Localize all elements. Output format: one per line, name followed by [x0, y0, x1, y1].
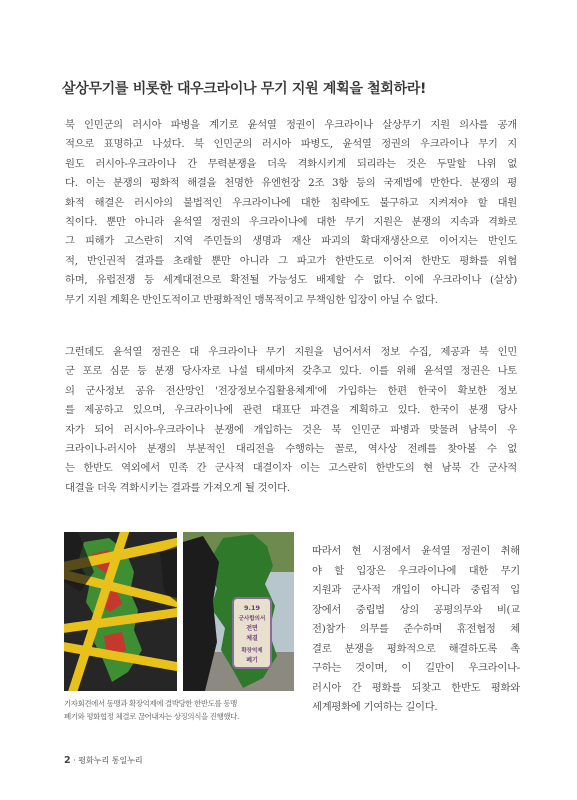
- photo-right-illustration: [183, 532, 294, 691]
- photo-korea-sign: [183, 532, 294, 691]
- paragraph-line: 무기 지원 계획은 반인도적이고 반평화적인 맹목적이고 무책임한 입장이 아닐 수 없다.: [65, 293, 438, 306]
- caption-line: 폐기와 평화협정 체결로 끊어내자는 상징의식을 진행했다.: [64, 712, 239, 721]
- paragraph-line: 크라이나-러시아 분쟁의 부분적인 대리전을 수행하는 꼴로, 역사상 전례를 찾아볼 수 없: [65, 443, 517, 456]
- paragraph-line: 다. 이는 분쟁의 평화적 해결을 천명한 유엔헌장 2조 3항 등의 국제법에 반한다. 분쟁의 평: [65, 177, 517, 190]
- publication-name: 평화누리 통일누리: [78, 756, 143, 765]
- caption-line: 기자회견에서 동맹과 확장억제에 결박당한 한반도를 동맹: [64, 699, 237, 708]
- paragraph-line: 결로 분쟁을 평화적으로 해결하도록 촉: [312, 642, 520, 655]
- sign-line: 체결: [246, 635, 258, 642]
- paragraph-line: 전)참가 의무를 준수하며 휴전협정 체: [312, 623, 520, 635]
- paragraph-line: 야 할 입장은 우크라이나에 대한 무기: [312, 564, 520, 577]
- sign-line: 전면: [246, 625, 258, 632]
- paragraph-2: [65, 343, 517, 498]
- photo-left-illustration: [64, 532, 177, 691]
- footer-separator: ·: [73, 756, 76, 765]
- page-number: 2: [64, 755, 71, 766]
- sign-line: 군사합의서: [238, 616, 266, 622]
- paragraph-line: 는 한반도 역외에서 민족 간 군사적 대결이자 이는 고스란히 한반도의 현 남북 간 군사적: [65, 462, 517, 475]
- paragraph-3: [312, 542, 520, 718]
- paragraph-line: 북 인민군의 러시아 파병을 계기로 윤석열 정권이 우크라이나 살상무기 지원 의사를 공개: [65, 119, 517, 131]
- paragraph-line: 따라서 현 시점에서 윤석열 정권이 취해: [312, 545, 520, 557]
- paragraph-line: 지원과 군사적 개입이 아니라 중립적 입: [312, 584, 520, 596]
- paragraph-line: 칙이다. 뿐만 아니라 윤석열 정권의 우크라이나에 대한 무기 지원은 분쟁의 지속과 격화로: [65, 216, 517, 229]
- paragraph-line: 그 피해가 고스란히 지역 주민들의 생명과 재산 파괴의 확대재생산으로 이어지는 반인도: [65, 235, 517, 248]
- paragraph-line: 그런데도 윤석열 정권은 대 우크라이나 무기 지원을 넘어서서 정보 수집, 제공과 북 인민: [65, 346, 517, 358]
- article-heading: 살상무기를 비롯한 대우크라이나 무기 지원 계획을 철회하라!: [62, 81, 427, 97]
- paragraph-line: 화적 해결은 러시아의 불법적인 우크라이나에 대한 침략에도 불구하고 지켜져야 할 대원: [65, 196, 517, 209]
- page-footer: [64, 755, 143, 766]
- sign-line: 확장억제: [241, 648, 263, 654]
- paragraph-line: 러시아 간 평화를 되찾고 한반도 평화와: [312, 681, 520, 694]
- paragraph-1: [65, 116, 517, 310]
- paragraph-line: 원도 러시아-우크라이나 간 무력분쟁을 더욱 격화시키게 되리라는 것은 두말할 나위 없: [65, 157, 517, 170]
- paragraph-line: 적으로 표명하고 나섰다. 북 인민군의 러시아 파병도, 윤석열 정권의 우크라이나 무기 지: [65, 138, 517, 151]
- paragraph-line: 장에서 중립법 상의 공평의무와 비(교: [312, 603, 520, 616]
- sign-line: 9.19: [243, 604, 261, 612]
- paragraph-line: 군 포로 심문 등 분쟁 당사자로 나설 태세마저 갖추고 있다. 이를 위해 윤석열 정권은 나토: [65, 365, 517, 378]
- paragraph-line: 적, 반인권적 결과를 초래할 뿐만 아니라 그 파고가 한반도로 이어져 한반도 평화를 위협: [65, 254, 517, 267]
- photo-caption: [64, 697, 300, 723]
- paragraph-line: 구하는 것이며, 이 길만이 우크라이나-: [312, 662, 520, 674]
- paragraph-line: 세계평화에 기여하는 길이다.: [312, 701, 438, 713]
- paragraph-line: 의 군사정보 공유 전산망인 '전장정보수집활용체계'에 가입하는 한편 한국이 확보한 정보: [65, 384, 517, 397]
- sign-line: 폐기: [246, 657, 258, 664]
- photo-korea-taped: [64, 532, 177, 691]
- paragraph-line: 를 제공하고 있으며, 우크라이나에 관련 대표단 파견을 계획하고 있다. 한국이 분쟁 당사: [65, 404, 517, 417]
- paragraph-line: 하며, 유럽전쟁 등 세계대전으로 확전될 가능성도 배제할 수 없다. 이에 우크라이나 (살상): [65, 274, 517, 287]
- paragraph-line: 자가 되어 러시아-우크라이나 분쟁에 개입하는 것은 북 인민군 파병과 맞물려 남북이 우: [65, 423, 517, 436]
- paragraph-line: 대결을 더욱 격화시키는 결과를 가져오게 될 것이다.: [65, 481, 290, 494]
